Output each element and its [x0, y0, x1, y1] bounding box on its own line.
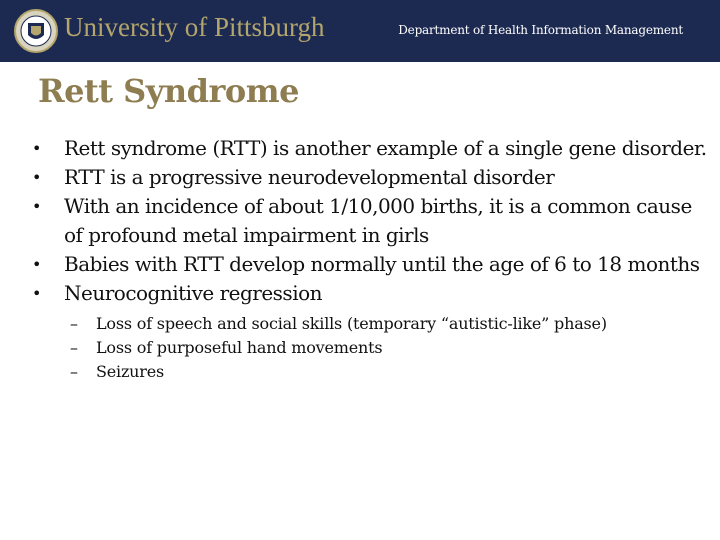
bullet-item	[28, 250, 708, 279]
bullet-mark: •	[32, 139, 41, 158]
university-name: University of Pittsburgh	[64, 12, 325, 42]
bullet-item	[28, 279, 708, 308]
bullet-text: Neurocognitive regression	[64, 281, 323, 305]
sub-bullet-mark: –	[70, 314, 78, 333]
bullet-text: With an incidence of about 1/10,000 births, it is a common cause of profound metal impairment in girls	[64, 194, 692, 247]
bullet-mark: •	[32, 255, 41, 274]
bullet-mark: •	[32, 168, 41, 187]
header-bar	[0, 0, 720, 62]
bullet-text: Babies with RTT develop normally until the age of 6 to 18 months	[64, 252, 700, 276]
bullet-item	[28, 192, 708, 250]
sub-bullet-mark: –	[70, 362, 78, 381]
bullet-mark: •	[32, 284, 41, 303]
university-seal-icon	[14, 7, 58, 55]
sub-bullet-item	[70, 312, 708, 336]
bullet-mark: •	[32, 197, 41, 216]
bullet-text: RTT is a progressive neurodevelopmental disorder	[64, 165, 555, 189]
slide-title: Rett Syndrome	[38, 72, 299, 110]
bullet-text: Rett syndrome (RTT) is another example of a single gene disorder.	[64, 136, 707, 160]
bullet-item	[28, 163, 708, 192]
slide-body	[28, 134, 708, 384]
sub-bullet-mark: –	[70, 338, 78, 357]
sub-bullet-text: Loss of speech and social skills (temporary “autistic-like” phase)	[96, 314, 607, 333]
sub-bullet-text: Loss of purposeful hand movements	[96, 338, 383, 357]
sub-bullet-text: Seizures	[96, 362, 165, 381]
department-name: Department of Health Information Management	[398, 23, 683, 37]
sub-bullet-item	[70, 336, 708, 360]
sub-bullet-list	[70, 312, 708, 384]
sub-bullet-item	[70, 360, 708, 384]
bullet-item	[28, 134, 708, 163]
